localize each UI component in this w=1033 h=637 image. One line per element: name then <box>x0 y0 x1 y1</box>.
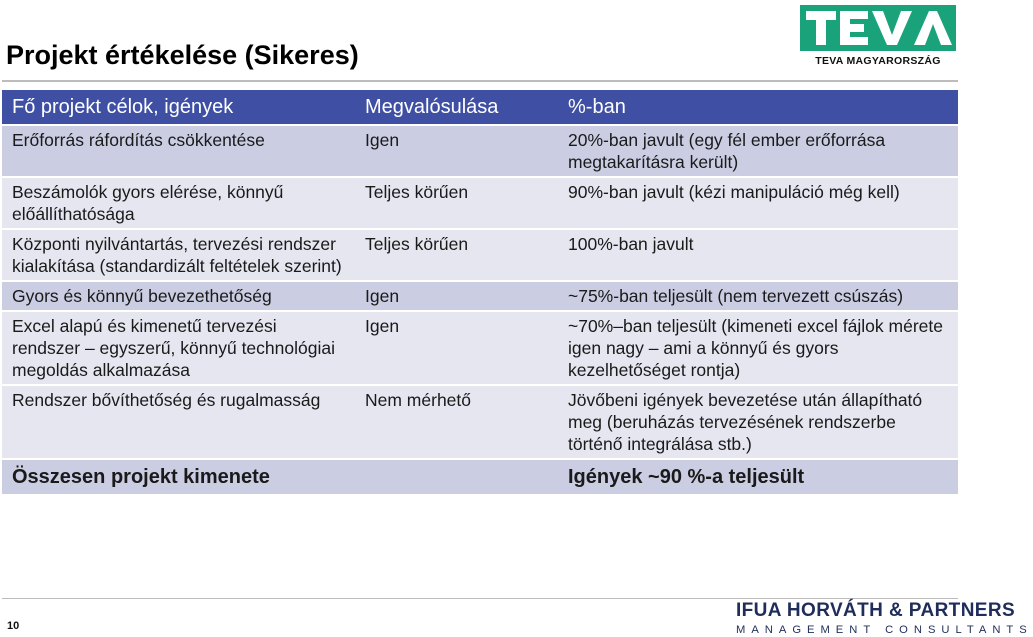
percent-cell: Jövőbeni igények bevezetése után állapítható meg (beruházás tervezésének rendszerbe történő integrálása stb.) <box>558 386 958 458</box>
logo-subtitle: TEVA MAGYARORSZÁG <box>815 55 941 67</box>
header-status: Megvalósulása <box>355 90 558 124</box>
status-cell: Igen <box>355 126 558 176</box>
total-percent: Igények ~90 %-a teljesült <box>558 460 958 494</box>
evaluation-table <box>2 88 958 496</box>
total-label: Összesen projekt kimenete <box>2 460 355 494</box>
goal-cell: Excel alapú és kimenetű tervezési rendszer – egyszerű, könnyű technológiai megoldás alkalmazása <box>2 312 355 384</box>
status-cell: Teljes körűen <box>355 178 558 228</box>
teva-logo <box>800 5 956 71</box>
goal-cell: Erőforrás ráfordítás csökkentése <box>2 126 355 176</box>
goal-cell: Gyors és könnyű bevezethetőség <box>2 282 355 310</box>
status-cell: Igen <box>355 282 558 310</box>
ifua-logo <box>736 600 1033 637</box>
table-row <box>2 126 958 176</box>
status-cell: Teljes körűen <box>355 230 558 280</box>
header-goals: Fő projekt célok, igények <box>2 90 355 124</box>
percent-cell: 90%-ban javult (kézi manipuláció még kell) <box>558 178 958 228</box>
ifua-logo-tagline: MANAGEMENT CONSULTANTS <box>736 624 1033 636</box>
table-row <box>2 386 958 458</box>
table-row <box>2 178 958 228</box>
percent-cell: ~75%-ban teljesült (nem tervezett csúszás) <box>558 282 958 310</box>
header-percent: %-ban <box>558 90 958 124</box>
goal-cell: Beszámolók gyors elérése, könnyű előállíthatósága <box>2 178 355 228</box>
top-divider <box>2 80 958 82</box>
ifua-logo-name: IFUA HORVÁTH & PARTNERS <box>736 600 1016 621</box>
percent-cell: 100%-ban javult <box>558 230 958 280</box>
slide-title: Projekt értékelése (Sikeres) <box>6 40 359 70</box>
table-row <box>2 312 958 384</box>
goal-cell: Központi nyilvántartás, tervezési rendszer kialakítása (standardizált feltételek szerint) <box>2 230 355 280</box>
page-number: 10 <box>7 620 20 632</box>
table-row <box>2 230 958 280</box>
total-status <box>355 460 558 494</box>
goal-cell: Rendszer bővíthetőség és rugalmasság <box>2 386 355 458</box>
teva-logo-mark <box>800 5 956 53</box>
status-cell: Nem mérhető <box>355 386 558 458</box>
percent-cell: 20%-ban javult (egy fél ember erőforrása megtakarításra került) <box>558 126 958 176</box>
percent-cell: ~70%–ban teljesült (kimeneti excel fájlok mérete igen nagy – ami a könnyű és gyors kezelhetőséget rontja) <box>558 312 958 384</box>
table-header-row <box>2 90 958 124</box>
total-row <box>2 460 958 494</box>
bottom-divider <box>2 598 958 599</box>
status-cell: Igen <box>355 312 558 384</box>
table-row <box>2 282 958 310</box>
